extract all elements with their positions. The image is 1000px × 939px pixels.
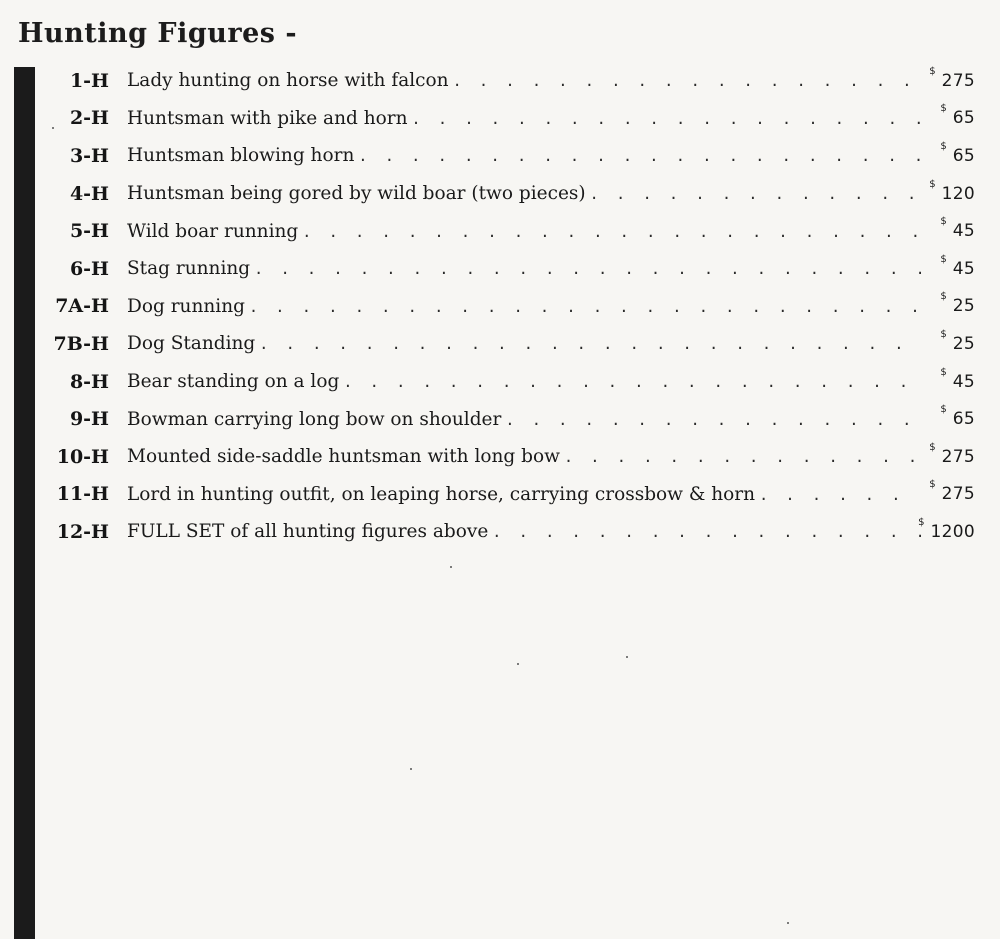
price-value: 65	[952, 409, 975, 430]
item-price	[918, 516, 975, 542]
item-code: 9-H	[69, 408, 109, 431]
catalog-list	[40, 62, 975, 551]
price-value: 1200	[930, 521, 975, 542]
item-code: 7A-H	[55, 295, 109, 318]
item-description: Dog running	[127, 295, 245, 317]
dot-leader	[492, 523, 921, 541]
paper-speck	[626, 656, 628, 658]
item-price	[923, 253, 975, 279]
item-description: Huntsman blowing horn	[127, 145, 355, 167]
catalog-row-4-h	[40, 175, 975, 213]
item-code: 4-H	[69, 182, 109, 205]
price-value: 25	[952, 333, 975, 354]
item-price	[923, 216, 975, 242]
dot-leader	[302, 223, 921, 241]
catalog-row-1-h	[40, 62, 975, 100]
currency-symbol: $	[940, 103, 947, 115]
item-description: Dog Standing	[127, 333, 256, 355]
catalog-row-7b-h	[40, 325, 975, 363]
catalog-row-9-h	[40, 400, 975, 438]
paper-speck	[450, 566, 452, 568]
item-code: 7B-H	[53, 332, 109, 355]
currency-symbol: $	[940, 253, 947, 265]
item-description: Bear standing on a log	[127, 371, 340, 393]
currency-symbol: $	[940, 291, 947, 303]
item-code: 1-H	[69, 69, 109, 92]
item-code: 6-H	[69, 257, 109, 280]
dot-leader	[505, 411, 921, 429]
currency-symbol: $	[929, 479, 936, 491]
item-description: Bowman carrying long bow on shoulder	[127, 408, 502, 430]
currency-symbol: $	[929, 178, 936, 190]
dot-leader	[759, 486, 921, 504]
catalog-row-2-h	[40, 100, 975, 138]
catalog-row-3-h	[40, 137, 975, 175]
paper-speck	[787, 922, 789, 924]
dot-leader	[259, 335, 921, 353]
price-value: 45	[952, 371, 975, 392]
dot-leader	[412, 110, 921, 128]
dot-leader	[358, 147, 921, 165]
dot-leader	[564, 448, 921, 466]
item-price	[923, 103, 975, 129]
catalog-row-6-h	[40, 250, 975, 288]
currency-symbol: $	[940, 216, 947, 228]
item-price	[923, 178, 975, 204]
item-description: Mounted side-saddle huntsman with long bow	[127, 446, 560, 468]
currency-symbol: $	[940, 366, 947, 378]
currency-symbol: $	[940, 140, 947, 152]
price-value: 275	[941, 70, 975, 91]
paper-speck	[52, 127, 54, 129]
item-price	[923, 328, 975, 354]
paper-speck	[410, 768, 412, 770]
catalog-row-8-h	[40, 363, 975, 401]
price-value: 275	[941, 484, 975, 505]
item-price	[923, 479, 975, 505]
item-price	[923, 404, 975, 430]
price-value: 275	[941, 446, 975, 467]
dot-leader	[343, 373, 921, 391]
item-description: Huntsman being gored by wild boar (two pieces)	[127, 183, 586, 205]
price-value: 45	[952, 221, 975, 242]
item-price	[923, 65, 975, 91]
item-description: Lady hunting on horse with falcon	[127, 70, 449, 92]
dot-leader	[254, 260, 921, 278]
dot-leader	[249, 298, 921, 316]
price-value: 65	[952, 108, 975, 129]
currency-symbol: $	[918, 516, 925, 528]
catalog-row-12-h	[40, 513, 975, 551]
item-code: 11-H	[56, 483, 109, 506]
catalog-row-7a-h	[40, 288, 975, 326]
currency-symbol: $	[929, 441, 936, 453]
item-price	[923, 140, 975, 166]
item-description: Wild boar running	[127, 220, 299, 242]
price-value: 25	[952, 296, 975, 317]
currency-symbol: $	[940, 404, 947, 416]
item-description: Stag running	[127, 258, 251, 280]
item-price	[923, 291, 975, 317]
catalog-row-11-h	[40, 476, 975, 514]
item-description: FULL SET of all hunting figures above	[127, 521, 489, 543]
page-title: Hunting Figures -	[18, 18, 298, 49]
item-description: Lord in hunting outfit, on leaping horse, carrying crossbow & horn	[127, 483, 756, 505]
item-code: 10-H	[56, 445, 109, 468]
currency-symbol: $	[929, 65, 936, 77]
dot-leader	[590, 185, 921, 203]
item-price	[923, 366, 975, 392]
catalog-row-10-h	[40, 438, 975, 476]
item-code: 8-H	[69, 370, 109, 393]
item-price	[923, 441, 975, 467]
price-value: 45	[952, 258, 975, 279]
item-code: 12-H	[56, 520, 109, 543]
item-code: 3-H	[69, 144, 109, 167]
catalog-row-5-h	[40, 212, 975, 250]
item-code: 2-H	[69, 107, 109, 130]
paper-speck	[517, 663, 519, 665]
left-margin-bar	[14, 67, 35, 939]
price-value: 120	[941, 183, 975, 204]
item-description: Huntsman with pike and horn	[127, 107, 408, 129]
dot-leader	[453, 72, 921, 90]
item-code: 5-H	[69, 220, 109, 243]
currency-symbol: $	[940, 328, 947, 340]
price-value: 65	[952, 145, 975, 166]
